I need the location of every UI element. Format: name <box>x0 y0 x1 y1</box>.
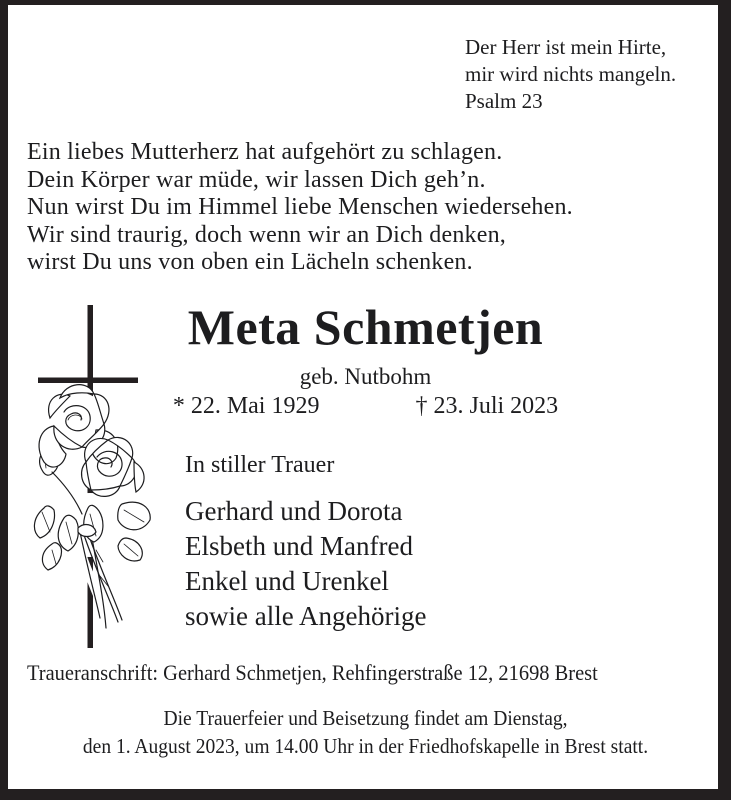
mourning-intro: In stiller Trauer <box>185 452 335 478</box>
poem-line: Wir sind traurig, doch wenn wir an Dich denken, <box>27 221 506 248</box>
funeral-address: Traueranschrift: Gerhard Schmetjen, Rehfingerstraße 12, 21698 Brest <box>27 660 598 685</box>
psalm-quote <box>465 34 676 115</box>
poem-line: Nun wirst Du im Himmel liebe Menschen wiedersehen. <box>27 194 573 221</box>
memorial-poem <box>27 139 573 277</box>
birth-date: * 22. Mai 1929 <box>172 393 320 419</box>
mourner-name: Elsbeth und Manfred <box>185 531 413 561</box>
death-date: † 23. Juli 2023 <box>415 393 559 419</box>
mourning-section <box>185 452 426 634</box>
psalm-reference: Psalm 23 <box>465 89 543 113</box>
poem-line: wirst Du uns von oben ein Lächeln schenken. <box>27 249 473 276</box>
maiden-name: geb. Nutbohm <box>299 364 432 389</box>
ceremony-line: Die Trauerfeier und Beisetzung findet am Dienstag, <box>163 706 568 730</box>
mourner-name: sowie alle Angehörige <box>185 601 427 631</box>
poem-line: Ein liebes Mutterherz hat aufgehört zu schlagen. <box>27 139 503 165</box>
life-dates <box>0 393 731 420</box>
mourner-name: Gerhard und Dorota <box>185 496 403 526</box>
ceremony-info <box>26 705 706 760</box>
ceremony-line: den 1. August 2023, um 14.00 Uhr in der Friedhofskapelle in Brest statt. <box>82 733 649 758</box>
psalm-quote-line: mir wird nichts mangeln. <box>465 62 677 86</box>
poem-line: Dein Körper war müde, wir lassen Dich geh’n. <box>27 166 486 193</box>
deceased-name: Meta Schmetjen <box>187 299 544 355</box>
mourner-name: Enkel und Urenkel <box>185 566 389 596</box>
psalm-quote-line: Der Herr ist mein Hirte, <box>465 35 667 59</box>
